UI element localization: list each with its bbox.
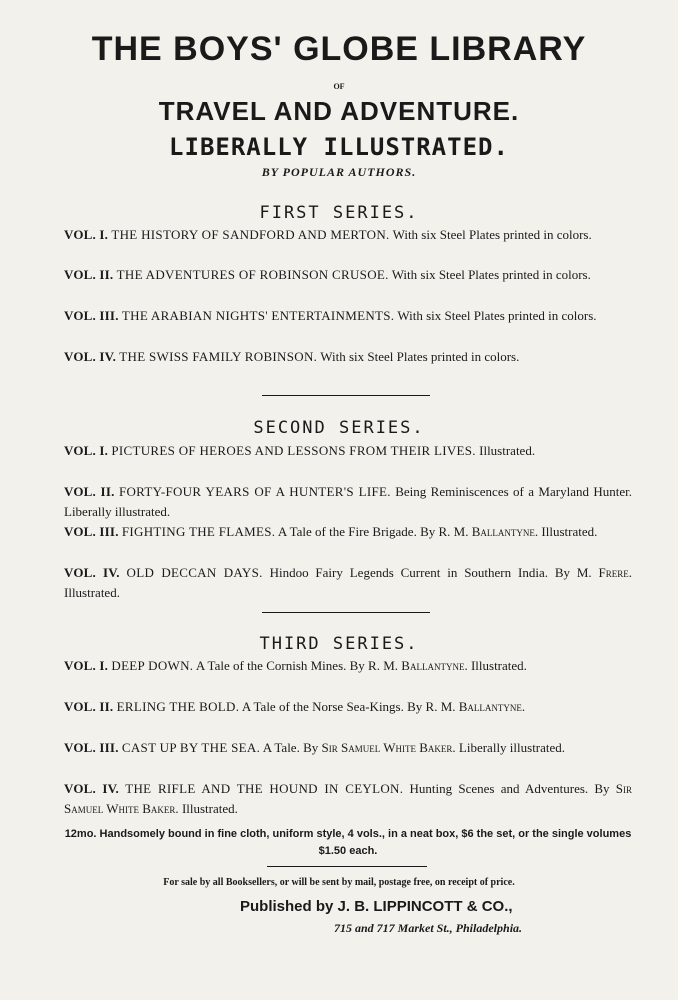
third-series-vol-3 (64, 738, 632, 758)
vol-title: PICTURES OF HEROES AND LESSONS FROM THEIR LIVES. (111, 443, 476, 458)
library-title: THE BOYS' GLOBE LIBRARY (91, 30, 587, 68)
vol-description: A Tale of the Cornish Mines. By R. M. (195, 658, 399, 673)
authors-line: BY POPULAR AUTHORS. (261, 165, 417, 179)
vol-description-tail: Illustrated. (181, 801, 238, 816)
vol-description: With six Steel Plates printed in colors. (320, 349, 520, 364)
third-series-vol-2 (64, 697, 632, 717)
vol-author: Ballantyne. (458, 699, 526, 714)
vol-description-tail: Illustrated. (64, 585, 120, 600)
second-series-vol-3 (64, 522, 632, 542)
vol-label: VOL. III. (64, 308, 119, 323)
first-series-heading: FIRST SERIES. (259, 203, 419, 223)
vol-author: Frere. (598, 565, 633, 580)
vol-description-tail: Illustrated. (470, 658, 527, 673)
vol-title: OLD DECCAN DAYS. (126, 565, 263, 580)
vol-label: VOL. III. (64, 740, 119, 755)
vol-title: THE RIFLE AND THE HOUND IN CEYLON. (125, 781, 404, 796)
vol-author: Ballantyne. (471, 524, 539, 539)
third-series-heading: THIRD SERIES. (259, 634, 419, 654)
second-series-vol-4 (64, 563, 632, 603)
first-series-vol-2 (64, 265, 632, 285)
footer-divider (267, 866, 427, 867)
second-series-vol-2 (64, 482, 632, 522)
vol-description: With six Steel Plates printed in colors. (391, 267, 591, 282)
vol-description: A Tale of the Norse Sea-Kings. By R. M. (241, 699, 456, 714)
vol-description: A Tale of the Fire Brigade. By R. M. (277, 524, 469, 539)
vol-description: Being Reminiscences of a Maryland Hunter. Liberally illustrated. (64, 484, 633, 519)
vol-description: Hunting Scenes and Adventures. By (409, 781, 610, 796)
section-divider (262, 612, 430, 613)
vol-description: With six Steel Plates printed in colors. (392, 227, 592, 242)
vol-label: VOL. IV. (64, 781, 120, 796)
publisher-line: Published by J. B. LIPPINCOTT & CO., (240, 898, 513, 915)
vol-description: With six Steel Plates printed in colors. (397, 308, 597, 323)
vol-description-tail: Illustrated. (541, 524, 598, 539)
vol-label: VOL. III. (64, 524, 119, 539)
vol-author: Sir Samuel White Baker. (321, 740, 456, 755)
vol-author: Ballantyne. (401, 658, 468, 673)
third-series-vol-1 (64, 656, 632, 676)
first-series-vol-1 (64, 225, 632, 245)
vol-label: VOL. I. (64, 658, 109, 673)
first-series-vol-3 (64, 306, 632, 326)
vol-title: CAST UP BY THE SEA. (121, 740, 261, 755)
vol-title: THE HISTORY OF SANDFORD AND MERTON. (111, 227, 390, 242)
section-divider (262, 395, 430, 396)
vol-label: VOL. II. (64, 267, 114, 282)
vol-label: VOL. I. (64, 227, 109, 242)
first-series-vol-4 (64, 347, 632, 367)
vol-title: FIGHTING THE FLAMES. (121, 524, 276, 539)
second-series-heading: SECOND SERIES. (253, 418, 425, 438)
vol-author: Sir Samuel White Baker. (64, 781, 633, 816)
third-series-vol-4 (64, 779, 632, 819)
publisher-address: 715 and 717 Market St., Philadelphia. (334, 921, 523, 935)
vol-description: Illustrated. (479, 443, 536, 458)
vol-label: VOL. I. (64, 443, 109, 458)
library-subtitle: TRAVEL AND ADVENTURE. (158, 96, 520, 126)
second-series-vol-1 (64, 441, 632, 461)
vol-title: DEEP DOWN. (111, 658, 194, 673)
vol-label: VOL. IV. (64, 565, 120, 580)
vol-title: THE ADVENTURES OF ROBINSON CRUSOE. (116, 267, 389, 282)
vol-label: VOL. II. (64, 484, 115, 499)
vol-description: Hindoo Fairy Legends Current in Southern India. By M. (269, 565, 592, 580)
vol-description: A Tale. By (262, 740, 319, 755)
vol-title: THE SWISS FAMILY ROBINSON. (119, 349, 318, 364)
title-of: OF (333, 82, 345, 91)
sale-note: For sale by all Booksellers, or will be sent by mail, postage free, on receipt of price. (163, 877, 515, 888)
vol-label: VOL. II. (64, 699, 114, 714)
vol-description-tail: Liberally illustrated. (458, 740, 566, 755)
vol-label: VOL. IV. (64, 349, 117, 364)
vol-title: THE ARABIAN NIGHTS' ENTERTAINMENTS. (121, 308, 395, 323)
vol-title: ERLING THE BOLD. (116, 699, 240, 714)
illustrated-line: LIBERALLY ILLUSTRATED. (169, 133, 509, 161)
binding-note: 12mo. Handsomely bound in fine cloth, uniform style, 4 vols., in a neat box, $6 the set, or the single volumes $1.50 each. (64, 828, 632, 857)
vol-title: FORTY-FOUR YEARS OF A HUNTER'S LIFE. (118, 484, 391, 499)
